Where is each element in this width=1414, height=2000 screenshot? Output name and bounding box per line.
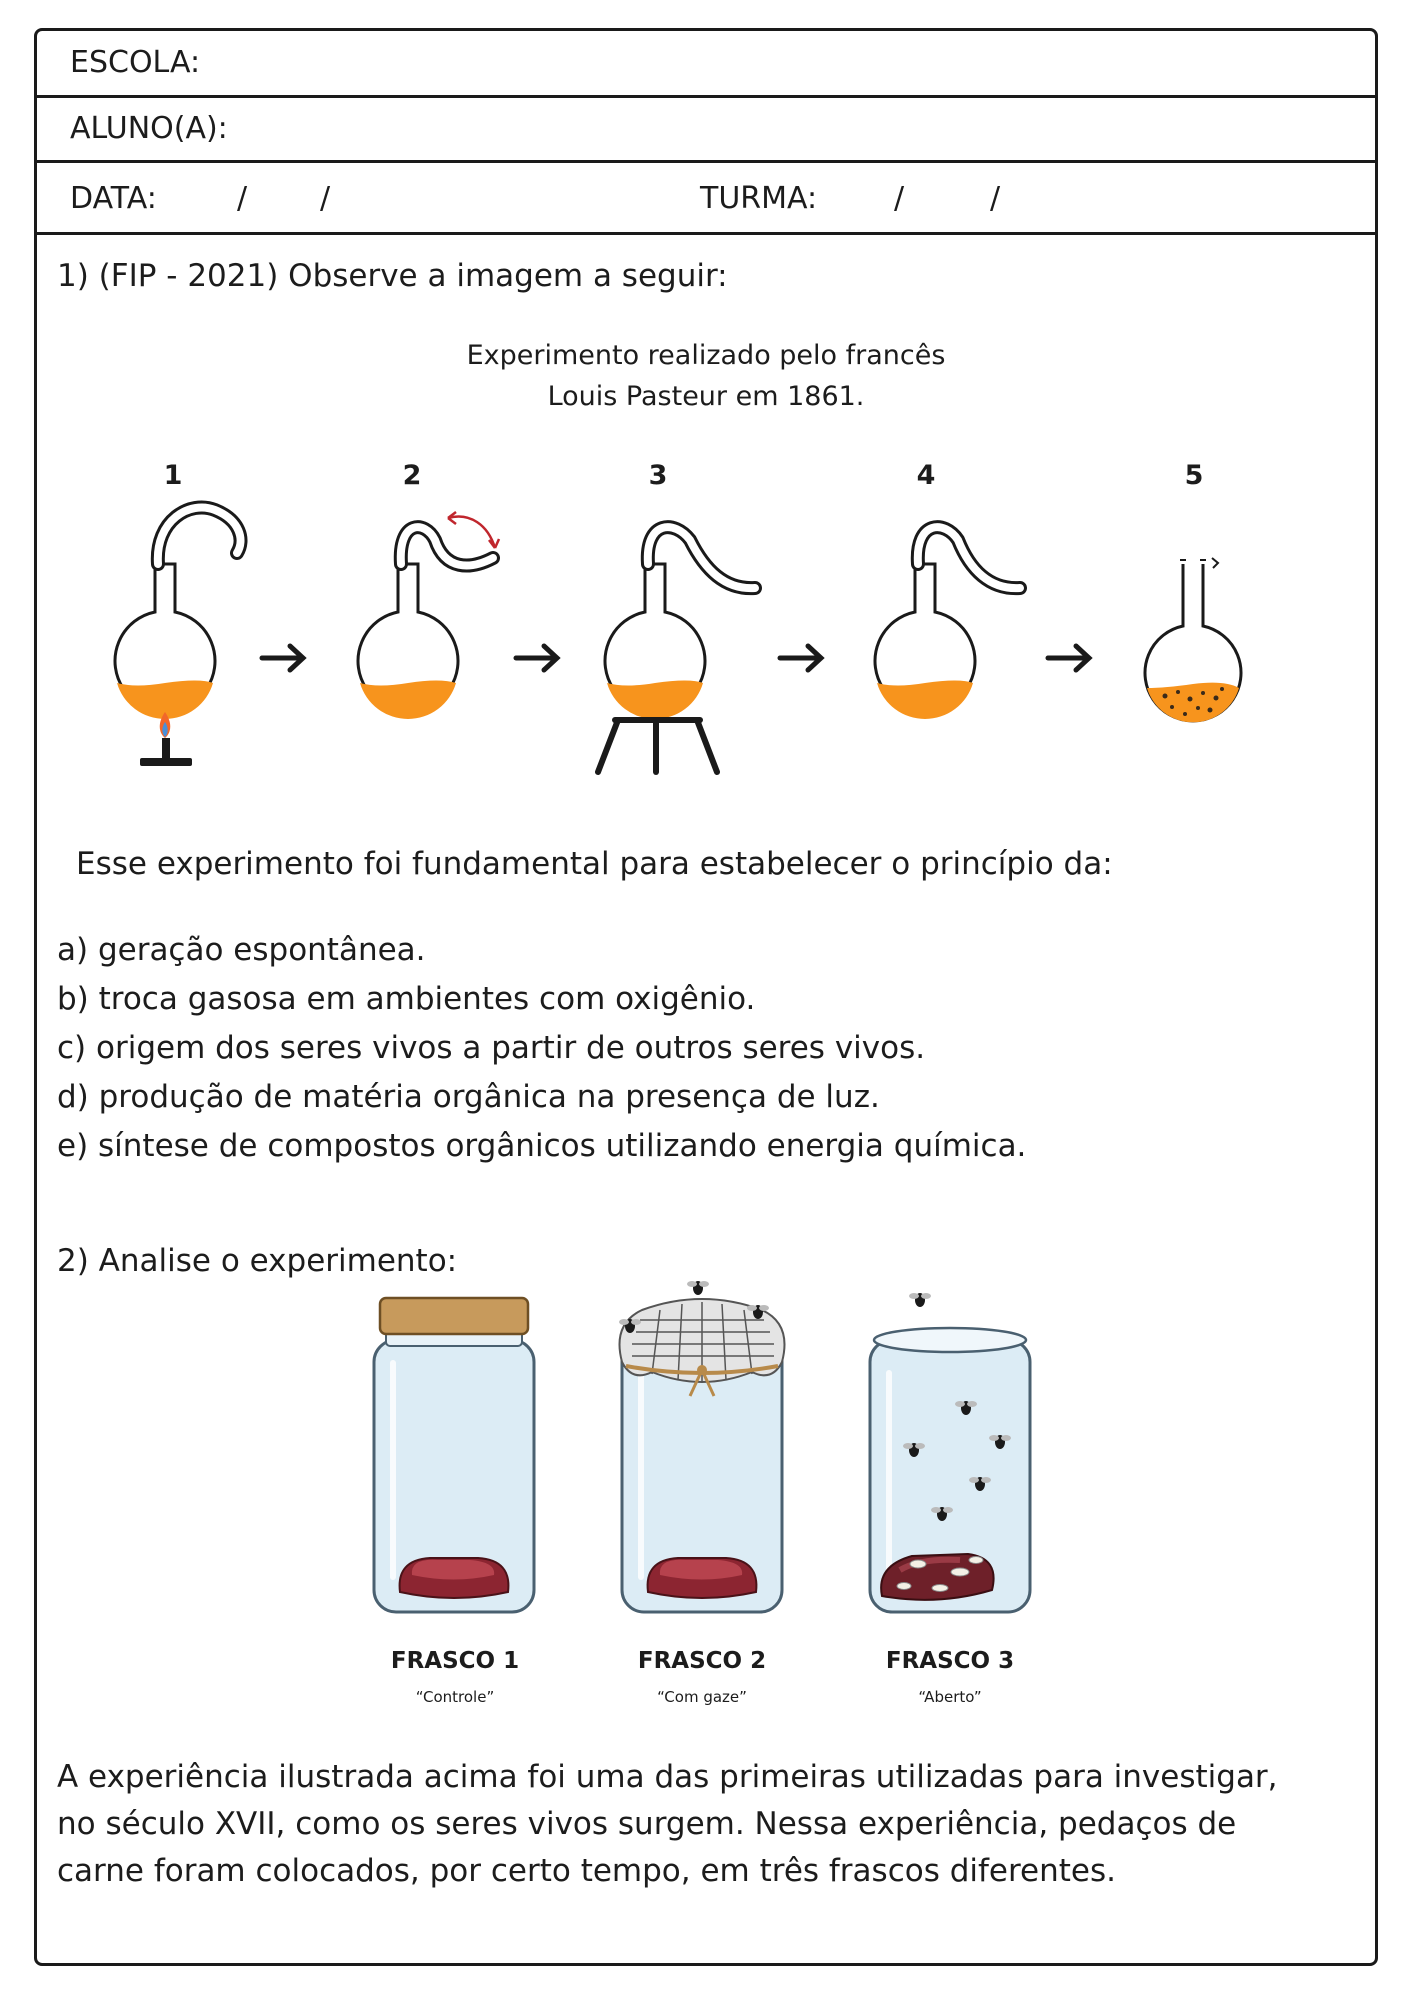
step-number-4: 4: [916, 460, 936, 491]
student-label: ALUNO(A):: [70, 111, 228, 146]
figure-caption-line-1: Experimento realizado pelo francês: [466, 340, 946, 371]
step-number-3: 3: [648, 460, 668, 491]
school-label: ESCOLA:: [70, 45, 201, 80]
meat-2-icon: [648, 1558, 757, 1598]
jar-3-sublabel: “Aberto”: [918, 1688, 982, 1706]
question-1-prompt: Esse experimento foi fundamental para estabelecer o princípio da:: [76, 846, 1113, 882]
jars-experiment-illustration: [360, 1270, 1060, 1630]
paragraph-line-2: no século XVII, como os seres vivos surgem. Nessa experiência, pedaços de: [57, 1806, 1237, 1842]
step-number-2: 2: [402, 460, 422, 491]
date-label: DATA:: [70, 181, 157, 216]
step-number-5: 5: [1184, 460, 1204, 491]
question-2-paragraph: [57, 1754, 1297, 1895]
header-row-date-class: [37, 163, 1375, 235]
option-c[interactable]: c) origem dos seres vivos a partir de outros seres vivos.: [57, 1030, 926, 1066]
option-b[interactable]: b) troca gasosa em ambientes com oxigênio.: [57, 981, 756, 1017]
header-row-school: [37, 31, 1375, 98]
class-slash-2: /: [990, 181, 1001, 216]
pasteur-experiment-diagram: [0, 500, 1414, 790]
class-slash-1: /: [894, 181, 905, 216]
tripod-icon: [598, 720, 717, 772]
meat-3-icon: [881, 1554, 993, 1600]
flask-3-icon: [605, 527, 755, 719]
meat-1-icon: [400, 1558, 509, 1598]
figure-caption-line-2: Louis Pasteur em 1861.: [547, 381, 865, 412]
jar-3-label: FRASCO 3: [885, 1648, 1015, 1674]
flask-1-icon: [115, 507, 241, 719]
option-e[interactable]: e) síntese de compostos orgânicos utilizando energia química.: [57, 1128, 1027, 1164]
question-2-title: 2) Analise o experimento:: [57, 1243, 458, 1279]
date-slash-2: /: [320, 181, 331, 216]
flask-2-icon: [358, 512, 499, 719]
jar-1-label: FRASCO 1: [390, 1648, 520, 1674]
jar-1-sublabel: “Controle”: [415, 1688, 495, 1706]
jar-2-label: FRASCO 2: [637, 1648, 767, 1674]
option-d[interactable]: d) produção de matéria orgânica na presença de luz.: [57, 1079, 880, 1115]
flask-4-icon: [875, 527, 1020, 719]
step-number-1: 1: [163, 460, 183, 491]
jar-2-sublabel: “Com gaze”: [657, 1688, 747, 1706]
flask-5-icon: [1145, 558, 1241, 722]
date-slash-1: /: [237, 181, 248, 216]
option-a[interactable]: a) geração espontânea.: [57, 932, 426, 968]
header-row-student: [37, 98, 1375, 163]
paragraph-line-1: A experiência ilustrada acima foi uma das primeiras utilizadas para investigar,: [57, 1759, 1278, 1795]
bunsen-burner-icon: [140, 712, 192, 766]
class-label: TURMA:: [700, 181, 818, 216]
question-1-title: 1) (FIP - 2021) Observe a imagem a seguir:: [57, 258, 728, 294]
paragraph-line-3: carne foram colocados, por certo tempo, em três frascos diferentes.: [57, 1853, 1117, 1889]
